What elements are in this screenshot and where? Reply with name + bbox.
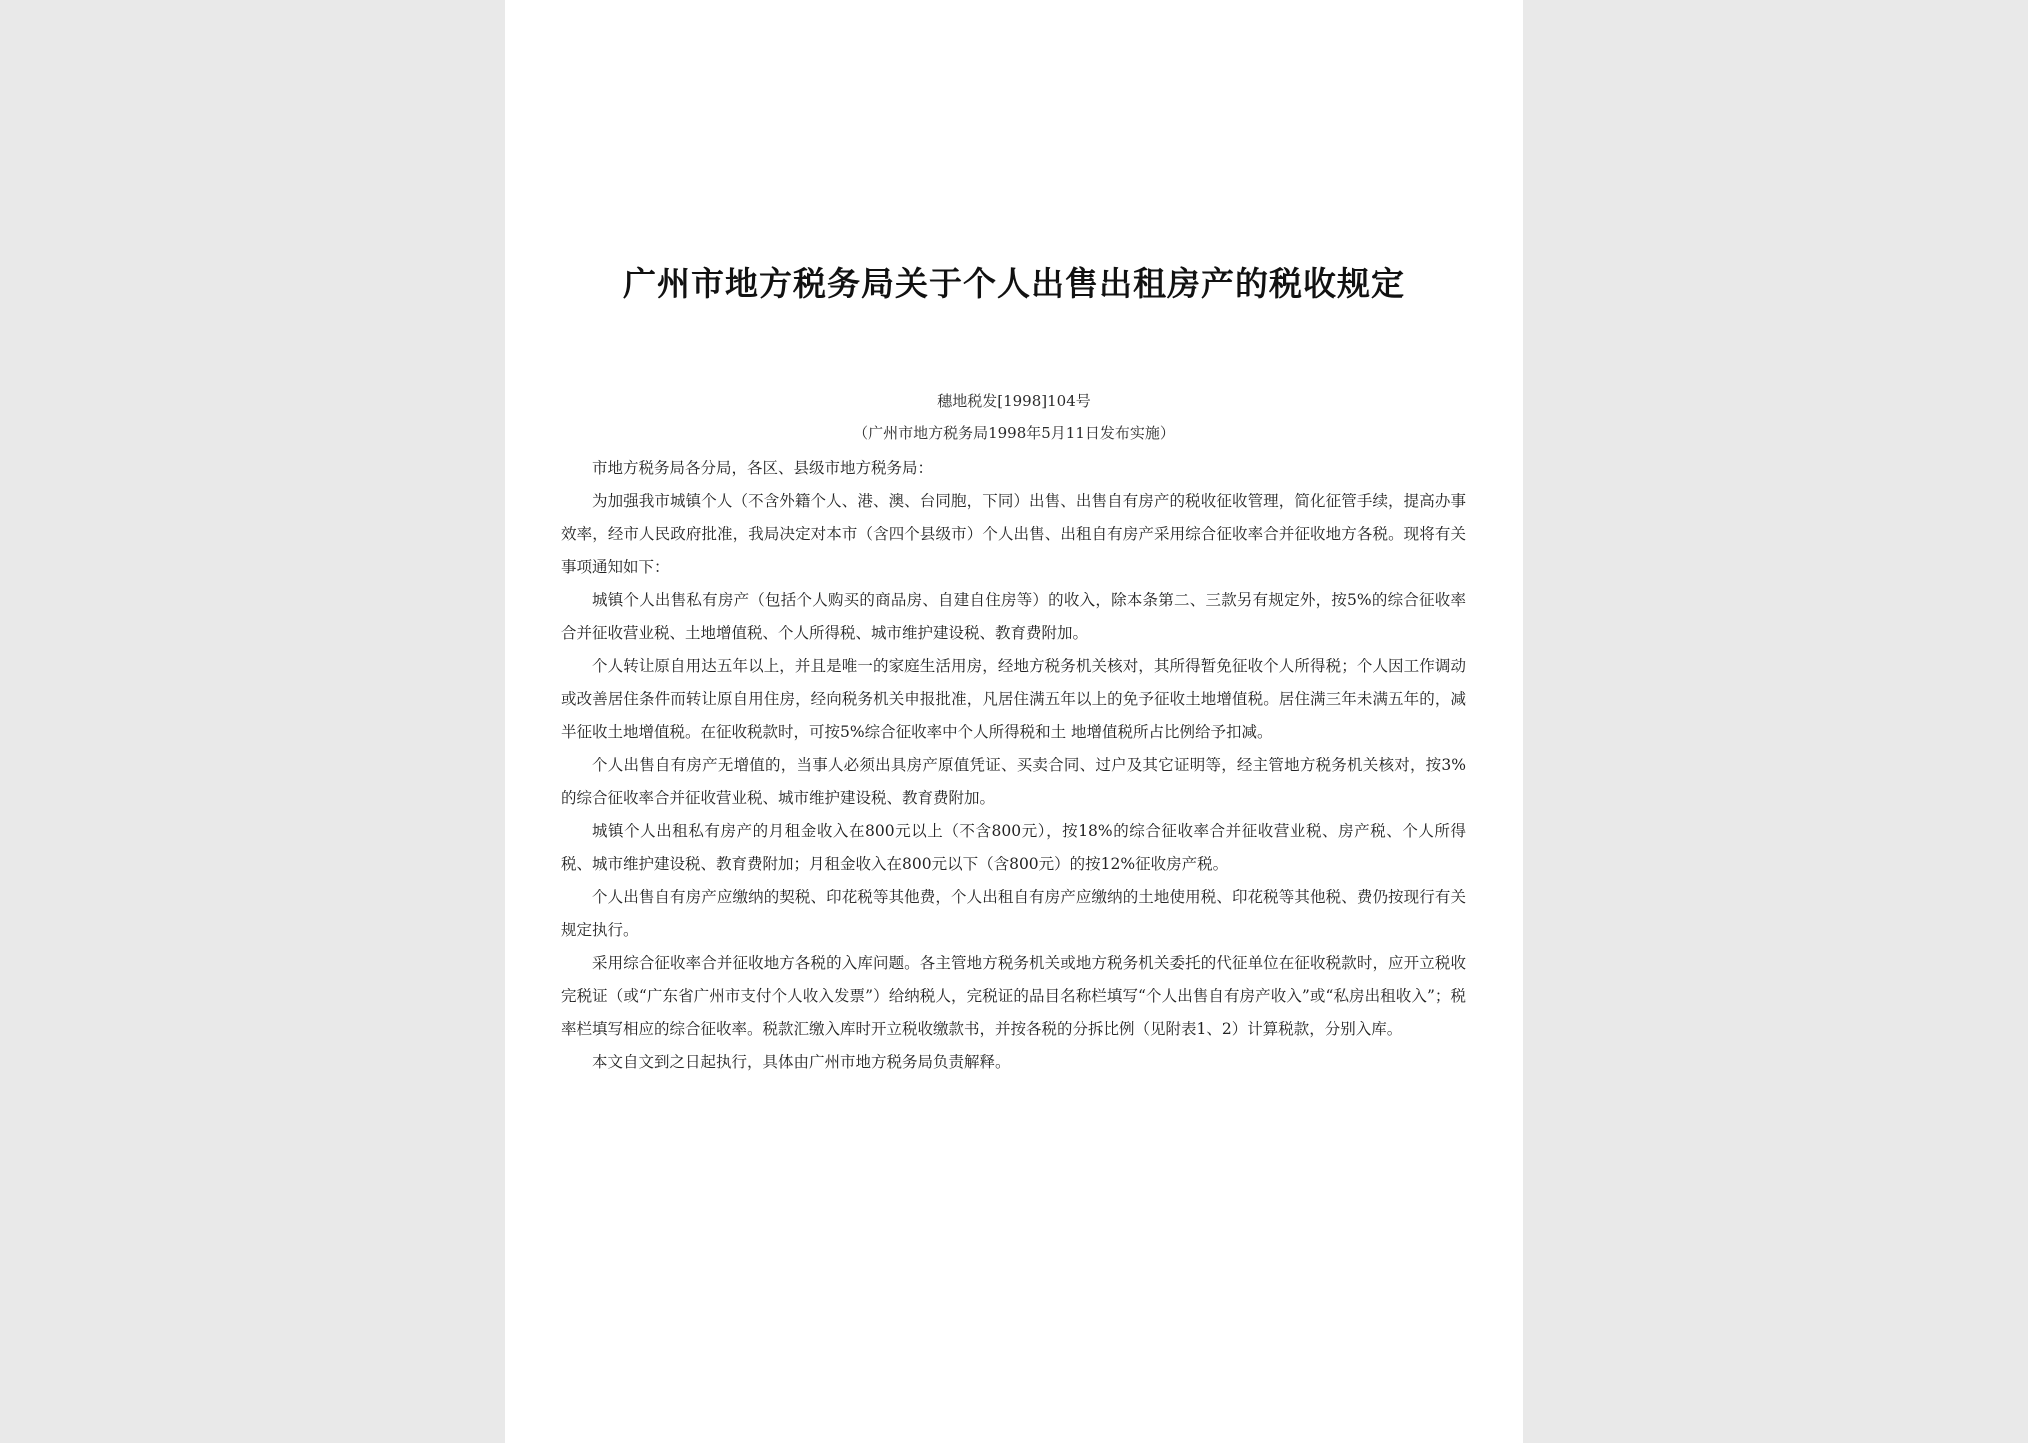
closing-paragraph: 本文自文到之日起执行，具体由广州市地方税务局负责解释。	[592, 1053, 1011, 1071]
body-paragraph: 个人转让原自用达五年以上，并且是唯一的家庭生活用房，经地方税务机关核对，其所得暂免征收个人所得税；个人因工作调动或改善居住条件而转让原自用住房，经向税务机关申报批准，凡居住满五年以上的免予征收土地增值税。居住满三年未满五年的，减半征收土地增值税。在征收税款时，可按5%综合征收率中个人所得税和土 地增值税所占比例给予扣减。	[561, 657, 1466, 741]
body-paragraph: 为加强我市城镇个人（不含外籍个人、港、澳、台同胞，下同）出售、出售自有房产的税收征收管理，简化征管手续，提高办事效率，经市人民政府批准，我局决定对本市（含四个县级市）个人出售、出租自有房产采用综合征收率合并征收地方各税。现将有关事项通知如下：	[561, 492, 1466, 576]
document-body	[561, 452, 1466, 1079]
salutation-paragraph: 市地方税务局各分局，各区、县级市地方税务局：	[592, 459, 934, 477]
body-paragraph: 个人出售自有房产无增值的，当事人必须出具房产原值凭证、买卖合同、过户及其它证明等，经主管地方税务机关核对，按3%的综合征收率合并征收营业税、城市维护建设税、教育费附加。	[561, 756, 1466, 807]
issue-note: （广州市地方税务局1998年5月11日发布实施）	[853, 424, 1175, 442]
body-paragraph: 个人出售自有房产应缴纳的契税、印花税等其他费，个人出租自有房产应缴纳的土地使用税、印花税等其他税、费仍按现行有关规定执行。	[561, 888, 1466, 939]
document-title: 广州市地方税务局关于个人出售出租房产的税收规定	[623, 264, 1405, 303]
body-paragraph: 采用综合征收率合并征收地方各税的入库问题。各主管地方税务机关或地方税务机关委托的代征单位在征收税款时，应开立税收完税证（或“广东省广州市支付个人收入发票”）给纳税人，完税证的品目名称栏填写“个人出售自有房产收入”或“私房出租收入”；税率栏填写相应的综合征收率。税款汇缴入库时开立税收缴款书，并按各税的分拆比例（见附表1、2）计算税款，分别入库。	[561, 954, 1466, 1038]
document-number: 穗地税发[1998]104号	[937, 392, 1091, 410]
body-paragraph: 城镇个人出租私有房产的月租金收入在800元以上（不含800元），按18%的综合征收率合并征收营业税、房产税、个人所得税、城市维护建设税、教育费附加；月租金收入在800元以下（含800元）的按12%征收房产税。	[561, 822, 1466, 873]
document-page	[505, 0, 1523, 1443]
body-paragraph: 城镇个人出售私有房产（包括个人购买的商品房、自建自住房等）的收入，除本条第二、三款另有规定外，按5%的综合征收率合并征收营业税、土地增值税、个人所得税、城市维护建设税、教育费附加。	[561, 591, 1466, 642]
